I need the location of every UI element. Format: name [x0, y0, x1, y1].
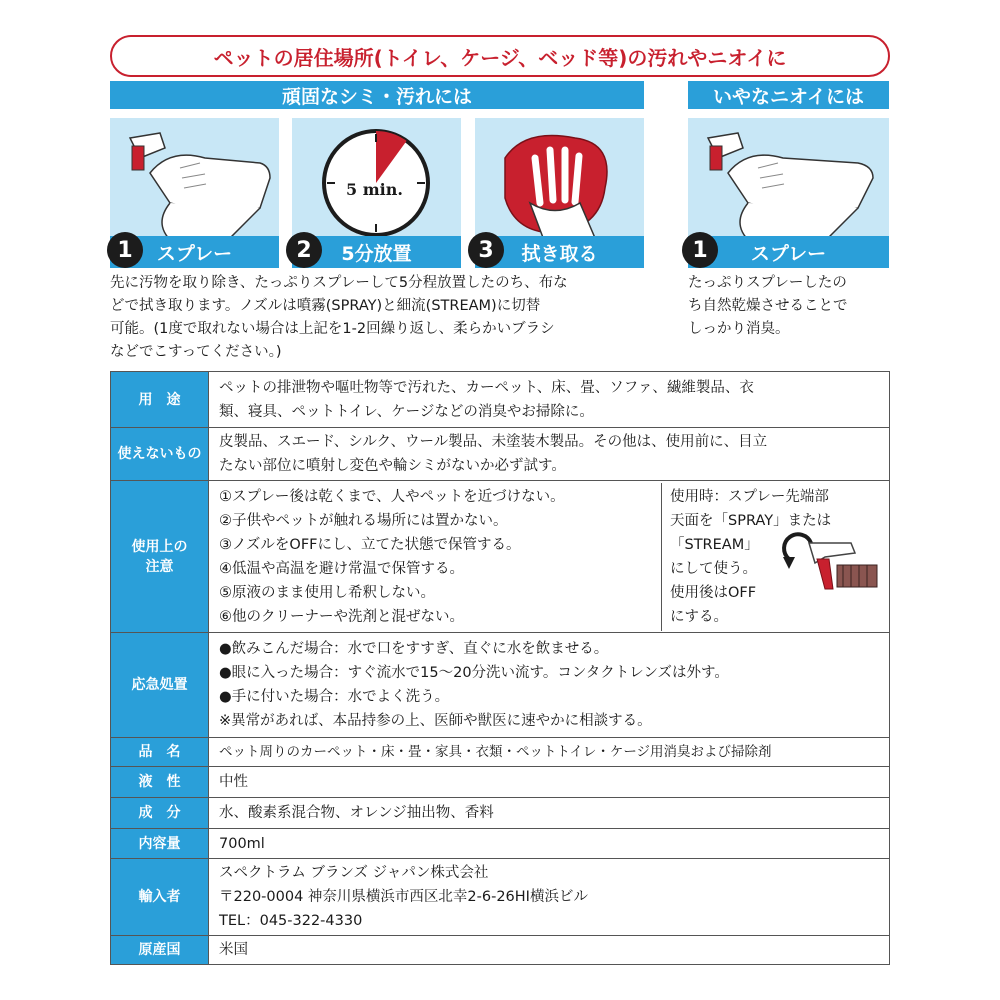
odor-step-label: スプレー	[688, 236, 889, 268]
odor-spray-panel	[688, 118, 889, 268]
caution-label: 使用上の 注意	[111, 481, 209, 633]
step-1-label: スプレー	[110, 236, 279, 268]
ingredients-value: 水、酸素系混合物、オレンジ抽出物、香料	[209, 798, 890, 829]
caution-value	[209, 481, 890, 633]
origin-label: 原産国	[111, 936, 209, 965]
product-info-table	[110, 371, 890, 965]
stain-description: 先に汚物を取り除き、たっぷりスプレーして5分程放置したのち、布な どで拭き取ります。ノズルは噴霧(SPRAY)と細流(STREAM)に切替 可能。(1度で取れない場合は上記を1-2回繰り返し、柔らかいブラシ などでこすってください。)	[110, 275, 568, 360]
row-first-aid	[111, 633, 890, 738]
step-3-number: 3	[468, 232, 504, 268]
step-2-label: 5分放置	[292, 236, 461, 268]
importer-label: 輸入者	[111, 859, 209, 936]
product-name-label: 品 名	[111, 738, 209, 767]
first-aid-value: ●飲みこんだ場合：水で口をすすぎ、直ぐに水を飲ませる。 ●眼に入った場合：すぐ流水で15～20分洗い流す。コンタクトレンズは外す。 ●手に付いた場合：水でよく洗う。 ※異常があれば、本品持参の上、医師や獣医に速やかに相談する。	[209, 633, 890, 738]
first-aid-label: 応急処置	[111, 633, 209, 738]
ingredients-label: 成 分	[111, 798, 209, 829]
nozzle-rotate-icon	[781, 529, 881, 601]
row-liquid	[111, 767, 890, 798]
timer-label: 5 min.	[346, 180, 403, 199]
step-1-number: 1	[107, 232, 143, 268]
usage-value: ペットの排泄物や嘔吐物等で汚れた、カーペット、床、畳、ソファ、繊維製品、衣 類、寝具、ペットトイレ、ケージなどの消臭やお掃除に。	[209, 372, 890, 428]
liquid-value: 中性	[209, 767, 890, 798]
not-for-label: 使えないもの	[111, 428, 209, 481]
step-3-label: 拭き取る	[475, 236, 644, 268]
headline-banner: ペットの居住場所(トイレ、ケージ、ベッド等)の汚れやニオイに	[110, 35, 890, 77]
row-importer	[111, 859, 890, 936]
nozzle-note: 使用時：スプレー先端部 天面を「SPRAY」または 「STREAM」 にして使う。 使用後はOFF にする。	[661, 483, 889, 631]
row-usage	[111, 372, 890, 428]
origin-value: 米国	[209, 936, 890, 965]
importer-value: スペクトラム ブランズ ジャパン株式会社 〒220-0004 神奈川県横浜市西区北幸2-6-26HI横浜ビル TEL：045-322-4330	[209, 859, 890, 936]
odor-description: たっぷりスプレーしたの ち自然乾燥させることで しっかり消臭。	[688, 275, 848, 337]
row-product-name	[111, 738, 890, 767]
step-2-number: 2	[286, 232, 322, 268]
volume-label: 内容量	[111, 829, 209, 859]
caution-list: ①スプレー後は乾くまで、人やペットを近づけない。 ②子供やペットが触れる場所には置かない。 ③ノズルをOFFにし、立てた状態で保管する。 ④低温や高温を避け常温で保管する。 ⑤原液のまま使用し希釈しない。 ⑥他のクリーナーや洗剤と混ぜない。	[219, 488, 565, 625]
odor-step-number: 1	[682, 232, 718, 268]
section-odor-header: いやなニオイには	[688, 81, 889, 109]
product-name-value: ペット周りのカーペット・床・畳・家具・衣類・ペットトイレ・ケージ用消臭および掃除剤	[209, 738, 890, 767]
not-for-value: 皮製品、スエード、シルク、ウール製品、未塗装木製品。その他は、使用前に、目立 たない部位に噴射し変色や輪シミがないか必ず試す。	[209, 428, 890, 481]
row-caution	[111, 481, 890, 633]
section-stain-header: 頑固なシミ・汚れには	[110, 81, 644, 109]
row-volume	[111, 829, 890, 859]
usage-label: 用 途	[111, 372, 209, 428]
volume-value: 700ml	[209, 829, 890, 859]
liquid-label: 液 性	[111, 767, 209, 798]
row-ingredients	[111, 798, 890, 829]
row-origin	[111, 936, 890, 965]
row-not-for	[111, 428, 890, 481]
